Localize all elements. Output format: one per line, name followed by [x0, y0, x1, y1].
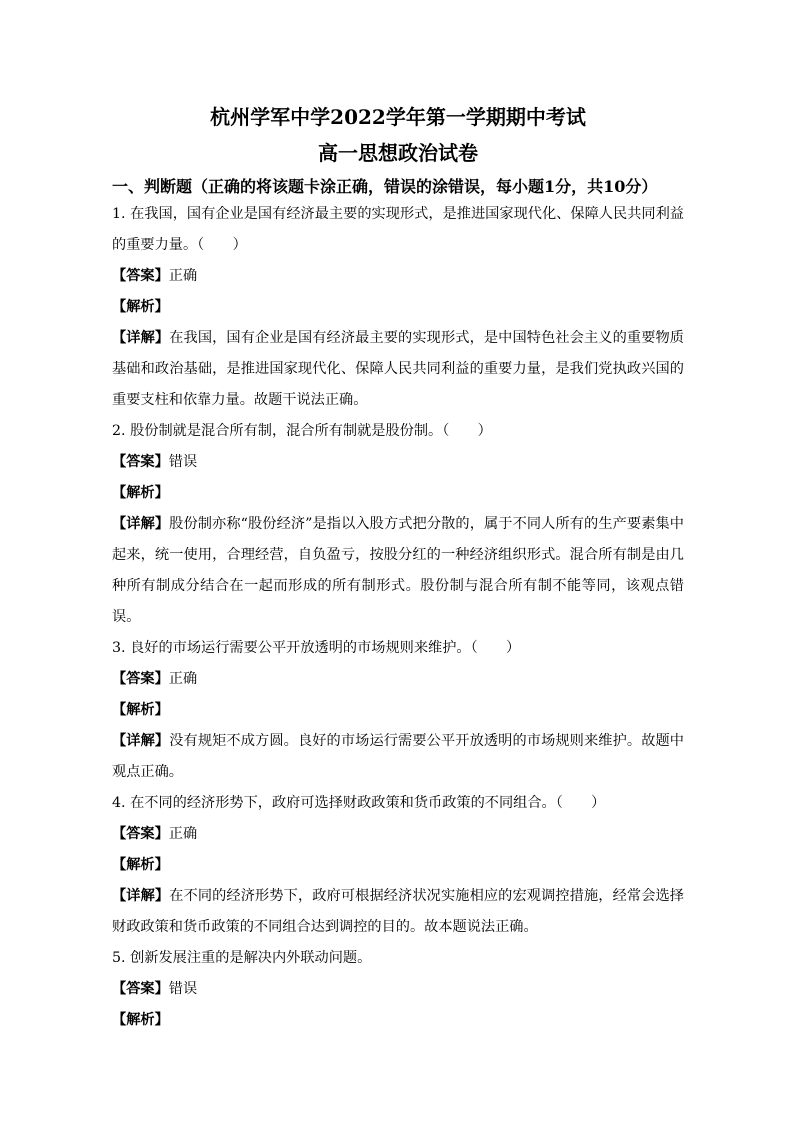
question-stem	[112, 788, 684, 819]
question-block	[112, 416, 684, 633]
question-block	[112, 633, 684, 788]
answer-value: 错误	[168, 454, 198, 470]
detail-tag: 【详解】	[112, 888, 170, 904]
detail-line	[112, 881, 684, 943]
exam-title: 杭州学军中学2022学年第一学期期中考试	[210, 105, 586, 129]
analysis-tag: 【解析】	[112, 702, 169, 718]
detail-text: 在不同的经济形势下，政府可根据经济状况实施相应的宏观调控措施，经常会选择财政政策和货币政策的不同组合达到调控的目的。故本题说法正确。	[112, 888, 684, 935]
question-stem	[112, 416, 684, 447]
question-text: 良好的市场运行需要公平开放透明的市场规则来维护。（ ）	[130, 640, 521, 656]
analysis-line	[112, 292, 684, 323]
answer-value: 正确	[168, 268, 198, 284]
question-number: 2.	[112, 423, 126, 439]
detail-tag: 【详解】	[112, 516, 170, 532]
analysis-line	[112, 850, 684, 881]
answer-line	[112, 974, 684, 1005]
answer-tag: 【答案】	[112, 671, 169, 687]
answer-line	[112, 261, 684, 292]
question-block	[112, 943, 684, 1036]
question-stem	[112, 633, 684, 664]
answer-line	[112, 664, 684, 695]
question-text: 在我国，国有企业是国有经济最主要的实现形式，是推进国家现代化、保障人民共同利益的重要力量。（ ）	[112, 206, 684, 253]
detail-line	[112, 509, 684, 633]
answer-tag: 【答案】	[112, 454, 169, 470]
question-number: 1.	[112, 206, 126, 222]
answer-line	[112, 447, 684, 478]
question-number: 3.	[112, 640, 126, 656]
answer-value: 正确	[168, 826, 198, 842]
analysis-line	[112, 695, 684, 726]
analysis-tag: 【解析】	[112, 485, 169, 501]
exam-page	[112, 102, 684, 1036]
detail-text: 没有规矩不成方圆。良好的市场运行需要公平开放透明的市场规则来维护。故题中观点正确。	[112, 733, 684, 780]
answer-tag: 【答案】	[112, 268, 169, 284]
detail-line	[112, 323, 684, 416]
question-text: 创新发展注重的是解决内外联动问题。	[130, 950, 372, 966]
answer-value: 正确	[168, 671, 198, 687]
analysis-tag: 【解析】	[112, 299, 169, 315]
analysis-line	[112, 1005, 684, 1036]
detail-text: 在我国，国有企业是国有经济最主要的实现形式，是中国特色社会主义的重要物质基础和政治基础，是推进国家现代化、保障人民共同利益的重要力量，是我们党执政兴国的重要支柱和依靠力量。故题干说法正确。	[112, 330, 684, 408]
section-heading: 一、判断题（正确的将该题卡涂正确，错误的涂错误，每小题1分，共10分）	[112, 177, 658, 196]
analysis-line	[112, 478, 684, 509]
answer-line	[112, 819, 684, 850]
question-number: 5.	[112, 950, 126, 966]
detail-tag: 【详解】	[112, 330, 170, 346]
question-block	[112, 199, 684, 416]
detail-text: 股份制亦称“股份经济”是指以入股方式把分散的，属于不同人所有的生产要素集中起来，统一使用，合理经营，自负盈亏，按股分红的一种经济组织形式。混合所有制是由几种所有制成分结合在一起而形成的所有制形式。股份制与混合所有制不能等同，该观点错误。	[112, 516, 684, 625]
answer-tag: 【答案】	[112, 981, 169, 997]
question-text: 在不同的经济形势下，政府可选择财政政策和货币政策的不同组合。（ ）	[130, 795, 606, 811]
question-block	[112, 788, 684, 943]
detail-tag: 【详解】	[112, 733, 170, 749]
exam-subtitle: 高一思想政治试卷	[318, 141, 478, 165]
question-number: 4.	[112, 795, 126, 811]
detail-line	[112, 726, 684, 788]
analysis-tag: 【解析】	[112, 1012, 169, 1028]
answer-tag: 【答案】	[112, 826, 169, 842]
question-stem	[112, 199, 684, 261]
question-stem	[112, 943, 684, 974]
answer-value: 错误	[168, 981, 198, 997]
question-text: 股份制就是混合所有制，混合所有制就是股份制。（ ）	[130, 423, 492, 439]
analysis-tag: 【解析】	[112, 857, 169, 873]
